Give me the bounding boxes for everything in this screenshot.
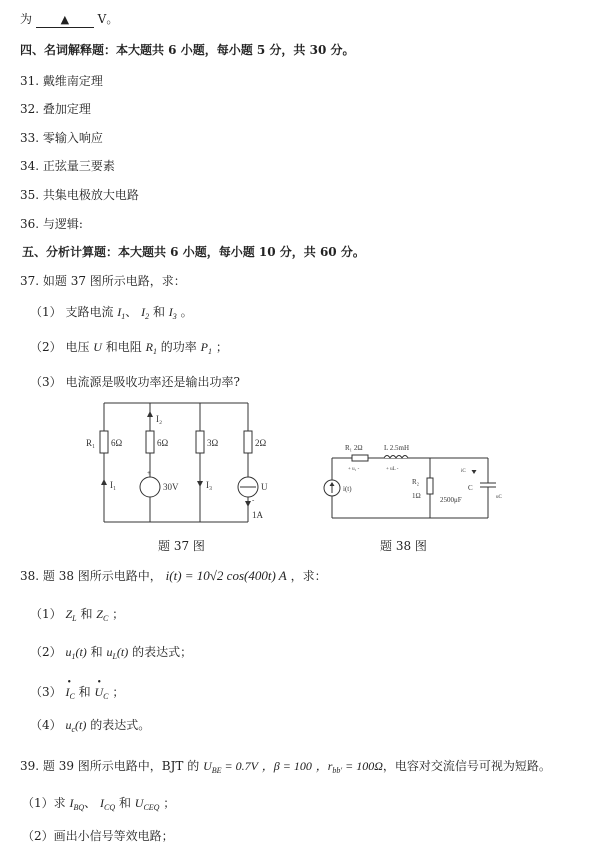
- phasor-ic: • $I_C$: [65, 677, 75, 701]
- question-32: 32. 叠加定理: [20, 102, 91, 116]
- voltage-u: U: [93, 340, 102, 354]
- r1-value: 6Ω: [111, 438, 123, 448]
- header-suffix: V。: [97, 12, 119, 26]
- rbb-value: = 100Ω: [342, 759, 383, 773]
- q39-stem-prefix: 39. 题 39 图所示电路中，BJT 的: [20, 759, 200, 773]
- section4-title: 四、名词解释题：本大题共 6 小题，每小题 5 分，共 30 分。: [20, 43, 355, 57]
- q38-stem-end: ，求：: [290, 569, 327, 583]
- q37-p2-end: ；: [215, 340, 228, 354]
- question-39-part2: （2）画出小信号等效电路；: [22, 829, 174, 843]
- q38-p2-prefix: （2）: [30, 645, 62, 659]
- ube-value: = 0.7V: [221, 759, 258, 773]
- figure-38-caption: 题 38 图: [380, 539, 427, 553]
- q38-p2-and: 和: [90, 645, 103, 659]
- rbb-letter: ，r: [315, 759, 333, 773]
- l-label: L 2.5mH: [384, 444, 410, 452]
- q38-p1-end: ；: [112, 607, 125, 621]
- rbb-symbol: ，$r_{bb'}$: [315, 759, 343, 775]
- q38-p3-end: ；: [112, 685, 125, 699]
- section5-title: 五、分析计算题：本大题共 6 小题，每小题 10 分，共 60 分。: [22, 245, 365, 259]
- r1-label: R₁ 2Ω: [345, 444, 363, 452]
- q39-p1-sep: 、: [84, 796, 97, 810]
- question-37-part1: （1） 支路电流 $I_1$、 $I_2$ 和 $I_3$ 。: [30, 305, 193, 321]
- ul-label: + uL -: [386, 467, 399, 472]
- ic-label: iC: [461, 469, 466, 474]
- question-31: 31. 戴维南定理: [20, 74, 103, 88]
- i2-label: I₂: [156, 414, 163, 424]
- current-i2: $I_2$: [141, 305, 150, 321]
- q37-p1-end: 。: [180, 305, 193, 319]
- c-value: 2500μF: [440, 496, 462, 504]
- current-source-value: 1A: [252, 510, 263, 520]
- q37-p1-and: 和: [152, 305, 165, 319]
- q37-p2-mid2: 的功率: [160, 340, 197, 354]
- current-ibq: $I_{BQ}$: [69, 796, 85, 812]
- question-37-part2: [30, 340, 228, 359]
- u-label: U: [261, 482, 268, 492]
- voltage-source-value: 30V: [163, 482, 179, 492]
- uc-label: uC: [496, 495, 502, 500]
- c-label: C: [468, 484, 473, 492]
- figure-37-caption: 题 37 图: [158, 539, 205, 553]
- q39-p1-and: 和: [118, 796, 131, 810]
- question-37-stem: 37. 如题 37 图所示电路，求：: [20, 274, 186, 288]
- i1-label: I₁: [110, 480, 117, 490]
- q38-p2-end: 的表达式；: [132, 645, 193, 659]
- q38-p4-prefix: （4）: [30, 718, 62, 732]
- ube-symbol: $U_{BE}$: [203, 759, 222, 775]
- r3-value: 3Ω: [207, 438, 219, 448]
- question-39-stem: [20, 759, 551, 778]
- resistor-r1: $R_1$: [145, 340, 157, 356]
- voltage-ult: $u_L(t)$: [106, 645, 129, 661]
- r2-value: 6Ω: [157, 438, 169, 448]
- q39-p1-prefix: （1）求: [22, 796, 66, 810]
- beta-value: ，β = 100: [261, 759, 312, 773]
- q37-p2-prefix: （2） 电压: [30, 340, 90, 354]
- question-34: 34. 正弦量三要素: [20, 159, 115, 173]
- question-33: 33. 零输入响应: [20, 131, 103, 145]
- question-39-part1: [22, 796, 175, 815]
- q38-stem-prefix: 38. 题 38 图所示电路中，: [20, 569, 162, 583]
- question-38-part3: [30, 677, 125, 704]
- r2-value: 1Ω: [412, 492, 421, 500]
- r1-label: R₁: [86, 438, 96, 448]
- q38-formula: i(t) = 10√2 cos(400t) A: [165, 568, 287, 583]
- impedance-zc: $Z_C$: [96, 607, 109, 623]
- figure-38-circuit: [318, 440, 503, 525]
- current-i3: $I_3$: [168, 305, 177, 321]
- fill-blank-marker: ▲: [36, 13, 94, 28]
- r2-label: R₂: [412, 478, 420, 486]
- question-36: 36. 与逻辑:: [20, 217, 83, 231]
- q38-p1-and: 和: [80, 607, 93, 621]
- q38-p1-prefix: （1）: [30, 607, 62, 621]
- u1-label: + u₁ -: [348, 467, 360, 472]
- voltage-uceq: $U_{CEQ}$: [134, 796, 160, 812]
- impedance-zl: $Z_L$: [65, 607, 77, 623]
- question-38-stem: [20, 569, 327, 583]
- vs-plus: +: [147, 469, 151, 477]
- q37-p2-mid: 和电阻: [105, 340, 142, 354]
- header-fragment: [20, 12, 118, 28]
- figure-37-circuit: [80, 395, 280, 530]
- question-38-part1: [30, 607, 124, 626]
- question-38-part4: [30, 718, 150, 737]
- q39-p1-end: ；: [163, 796, 176, 810]
- q38-p3-and: 和: [78, 685, 91, 699]
- current-i1: $I_1$: [117, 305, 126, 321]
- voltage-uct: $u_c(t)$: [65, 718, 87, 734]
- i3-label: I₃: [206, 480, 213, 490]
- q37-p1-prefix: （1） 支路电流: [30, 305, 114, 319]
- phasor-uc: • $U_C$: [94, 677, 109, 701]
- q39-stem-end: ，电容对交流信号可视为短路。: [382, 759, 551, 773]
- voltage-u1t: $u_1(t)$: [65, 645, 87, 661]
- ube-letter: U: [203, 759, 212, 773]
- header-prefix: 为: [20, 12, 33, 26]
- cs-minus: -: [252, 496, 255, 504]
- q38-p3-prefix: （3）: [30, 685, 62, 699]
- question-37-part3: （3） 电流源是吸收功率还是输出功率?: [30, 375, 240, 389]
- question-35: 35. 共集电极放大电路: [20, 188, 139, 202]
- source-label: i(t): [343, 485, 352, 493]
- q38-p4-end: 的表达式。: [90, 718, 151, 732]
- power-p1: $P_1$: [200, 340, 212, 356]
- r4-value: 2Ω: [255, 438, 267, 448]
- current-icq: $I_{CQ}$: [99, 796, 116, 812]
- question-38-part2: [30, 645, 192, 664]
